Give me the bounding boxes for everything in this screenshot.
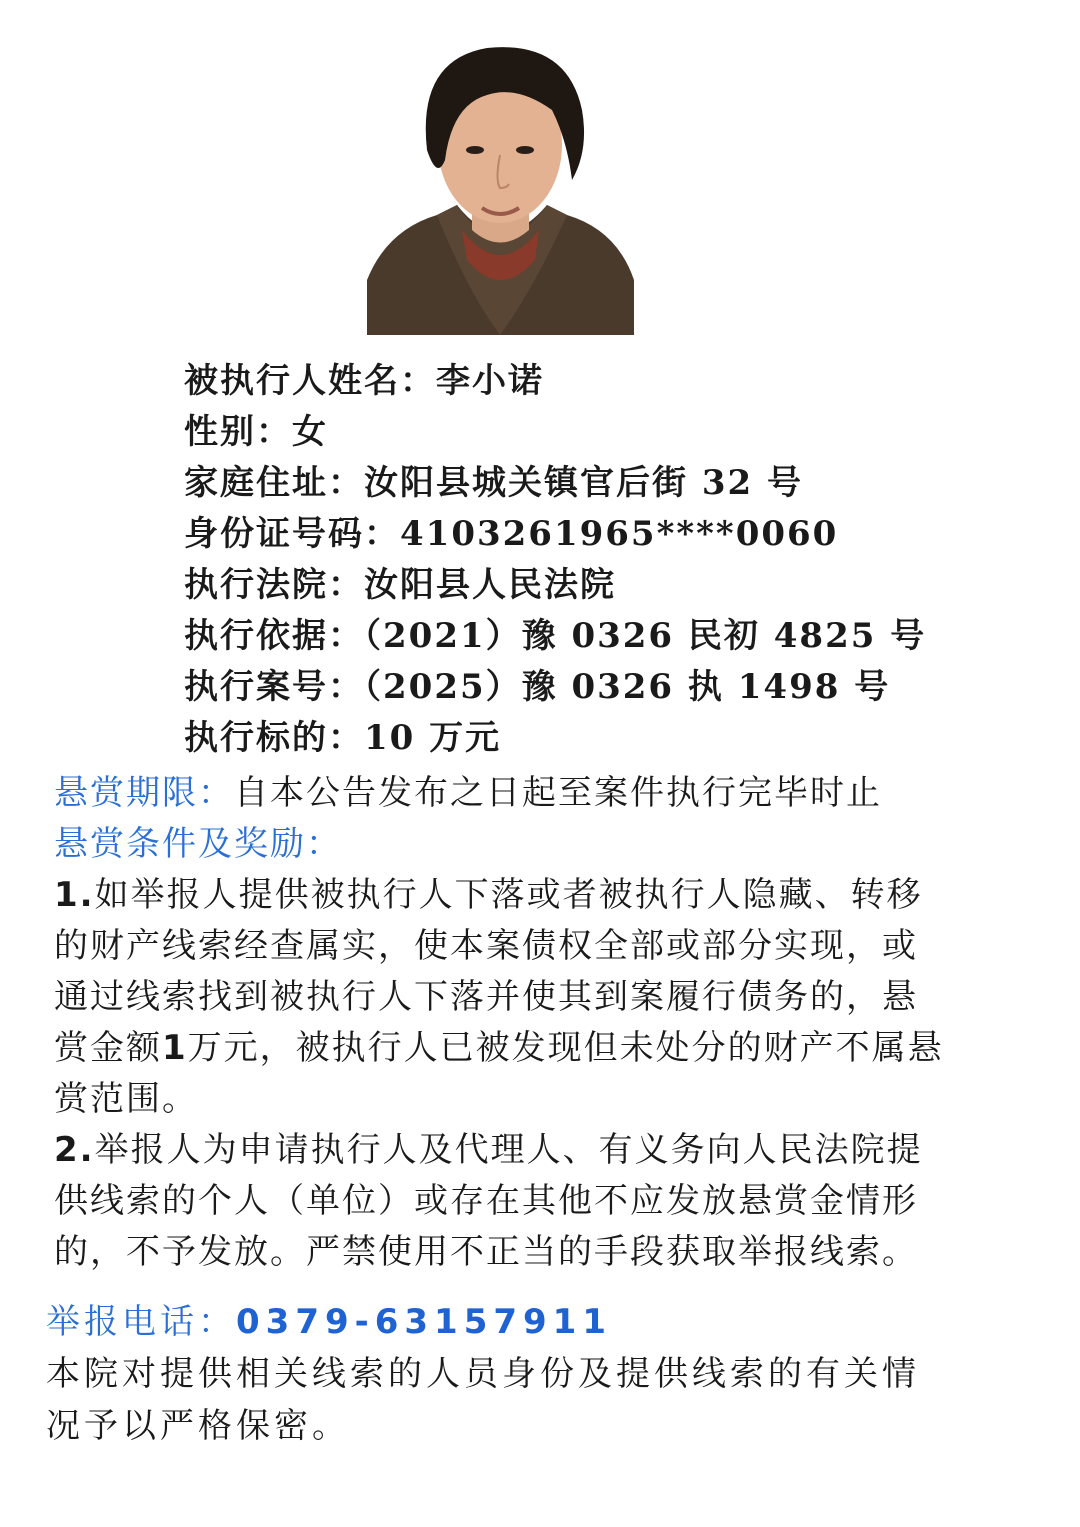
reward-section (54, 768, 1044, 1278)
item2-line-1 (54, 1125, 1044, 1176)
debtor-info (184, 356, 984, 764)
item2-text-1: 举报人为申请执行人及代理人、有义务向人民法院提 (94, 1130, 923, 1170)
reward-amount-number: 1 (162, 1028, 188, 1068)
item1-line-4 (54, 1023, 1044, 1074)
gender-row (184, 407, 984, 458)
address-label: 家庭住址： (184, 463, 364, 503)
item1-line-2: 的财产线索经查属实，使本案债权全部或部分实现，或 (54, 926, 918, 966)
item2-line-2: 供线索的个人（单位）或存在其他不应发放悬赏金情形 (54, 1181, 918, 1221)
phone-label: 举报电话： (46, 1302, 236, 1342)
case-row (184, 662, 984, 713)
gender-value: 女 (292, 412, 328, 452)
name-label: 被执行人姓名： (184, 361, 436, 401)
report-section (46, 1296, 1046, 1452)
court-label: 执行法院： (184, 565, 364, 605)
period-label: 悬赏期限： (54, 773, 234, 813)
target-value: 10 万元 (364, 718, 502, 758)
basis-row (184, 611, 984, 662)
item1-number: 1. (54, 875, 95, 915)
id-label: 身份证号码： (184, 514, 400, 554)
item1-line-1 (54, 870, 1044, 921)
case-label: 执行案号： (184, 667, 364, 707)
case-value: （2025）豫 0326 执 1498 号 (364, 667, 891, 707)
address-value: 汝阳县城关镇官后街 32 号 (364, 463, 803, 503)
conditions-heading: 悬赏条件及奖励： (54, 824, 342, 864)
basis-label: 执行依据： (184, 616, 364, 656)
phone-number[interactable]: 0379-63157911 (236, 1302, 612, 1342)
period-value: 自本公告发布之日起至案件执行完毕时止 (234, 773, 882, 813)
item2-line-3: 的，不予发放。严禁使用不正当的手段获取举报线索。 (54, 1232, 918, 1272)
phone-line (46, 1296, 1046, 1348)
court-value: 汝阳县人民法院 (364, 565, 616, 605)
target-row (184, 713, 984, 764)
address-row (184, 458, 984, 509)
basis-value: （2021）豫 0326 民初 4825 号 (364, 616, 927, 656)
item2-number: 2. (54, 1130, 95, 1170)
id-value: 4103261965****0060 (400, 514, 839, 554)
item1-line-5: 赏范围。 (54, 1079, 198, 1119)
period-line (54, 768, 1044, 819)
court-row (184, 560, 984, 611)
confidential-line-1: 本院对提供相关线索的人员身份及提供线索的有关情 (46, 1354, 920, 1394)
name-value: 李小诺 (436, 361, 544, 401)
confidential-line-2: 况予以严格保密。 (46, 1406, 350, 1446)
id-row (184, 509, 984, 560)
item1-text-1: 如举报人提供被执行人下落或者被执行人隐藏、转移 (94, 875, 923, 915)
item1-text-4b: 万元，被执行人已被发现但未处分的财产不属悬 (187, 1028, 944, 1068)
target-label: 执行标的： (184, 718, 364, 758)
gender-label: 性别： (184, 412, 292, 452)
item1-line-3: 通过线索找到被执行人下落并使其到案履行债务的，悬 (54, 977, 918, 1017)
name-row (184, 356, 984, 407)
item1-text-4a: 赏金额 (54, 1028, 162, 1068)
portrait-photo (367, 30, 634, 335)
